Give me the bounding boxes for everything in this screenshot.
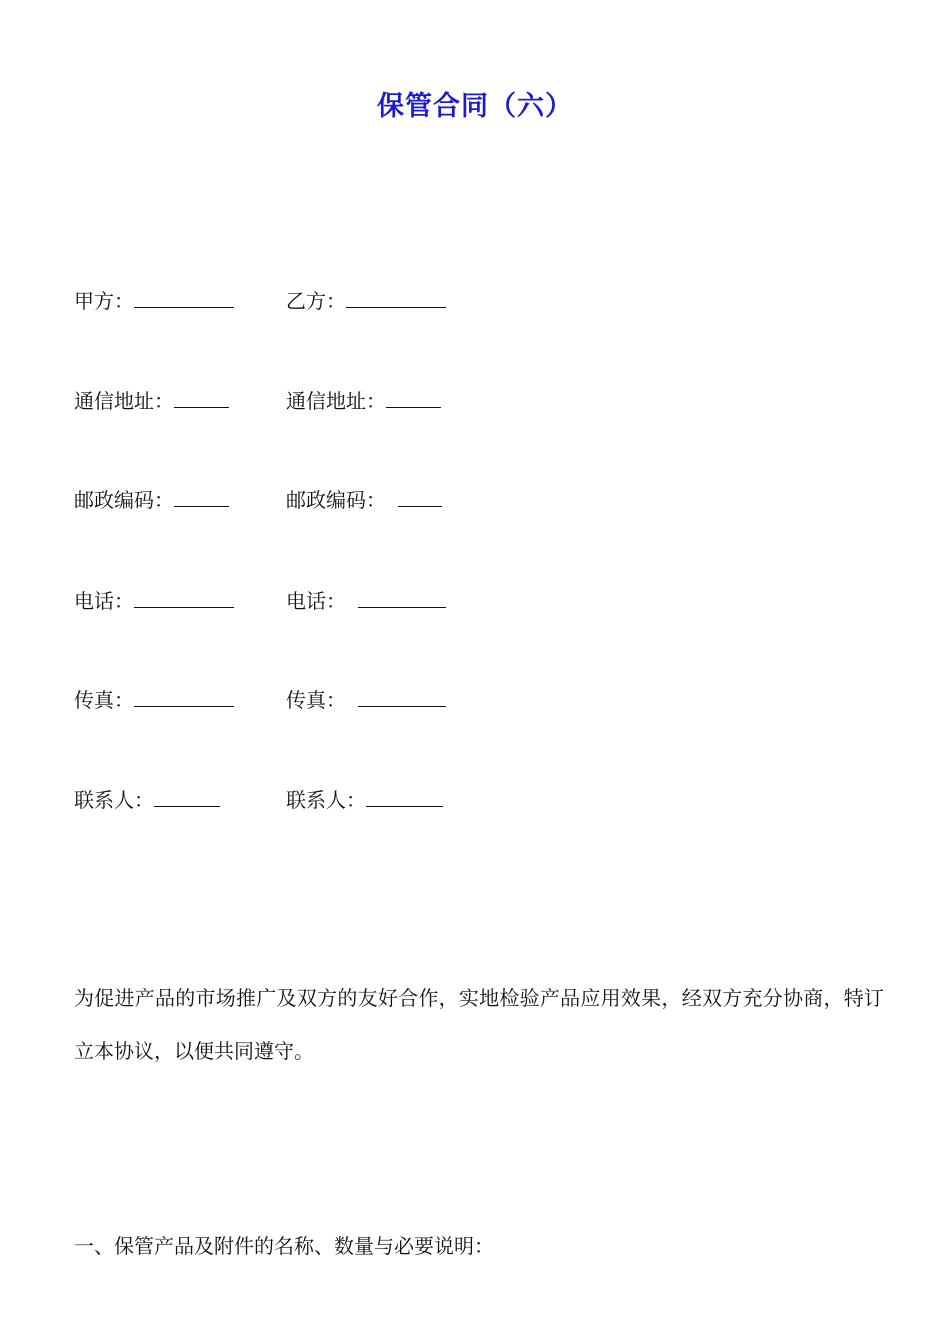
party-b-postcode-field [286, 485, 442, 515]
party-b-contact-label: 联系人： [286, 788, 366, 812]
party-b-fax-blank[interactable] [358, 690, 446, 707]
party-a-phone-label: 电话： [74, 589, 134, 613]
party-a-fax-field [74, 685, 234, 715]
party-a-address-blank[interactable] [174, 391, 229, 408]
party-b-name-blank[interactable] [346, 291, 446, 308]
party-a-name-blank[interactable] [134, 291, 234, 308]
party-a-name-label: 甲方： [74, 289, 134, 313]
party-a-contact-label: 联系人： [74, 788, 154, 812]
party-a-postcode-blank[interactable] [174, 490, 229, 507]
party-a-postcode-label: 邮政编码： [74, 488, 174, 512]
party-a-contact-field [74, 785, 220, 815]
party-b-contact-field [286, 785, 443, 815]
section-1-heading: 一、保管产品及附件的名称、数量与必要说明： [74, 1234, 494, 1258]
party-b-contact-blank[interactable] [366, 790, 443, 807]
party-a-address-field [74, 386, 229, 416]
party-a-contact-blank[interactable] [154, 790, 220, 807]
document-title: 保管合同（六） [377, 91, 573, 122]
party-b-address-label: 通信地址： [286, 389, 386, 413]
party-b-address-field [286, 386, 441, 416]
party-b-fax-label: 传真： [286, 688, 346, 712]
party-b-phone-label: 电话： [286, 589, 346, 613]
party-a-name-field [74, 286, 234, 316]
party-a-fax-blank[interactable] [134, 690, 234, 707]
party-b-postcode-blank[interactable] [398, 490, 442, 507]
preamble-paragraph: 为促进产品的市场推广及双方的友好合作，实地检验产品应用效果，经双方充分协商，特订立本协议，以便共同遵守。 [74, 986, 884, 1063]
party-b-address-blank[interactable] [386, 391, 441, 408]
party-a-postcode-field [74, 485, 229, 515]
party-a-phone-field [74, 586, 234, 616]
party-a-address-label: 通信地址： [74, 389, 174, 413]
party-a-fax-label: 传真： [74, 688, 134, 712]
party-b-name-field [286, 286, 446, 316]
party-b-fax-field [286, 685, 446, 715]
party-b-phone-field [286, 586, 446, 616]
party-b-phone-blank[interactable] [358, 591, 446, 608]
party-b-name-label: 乙方： [286, 289, 346, 313]
party-a-phone-blank[interactable] [134, 591, 234, 608]
party-b-postcode-label: 邮政编码： [286, 488, 386, 512]
